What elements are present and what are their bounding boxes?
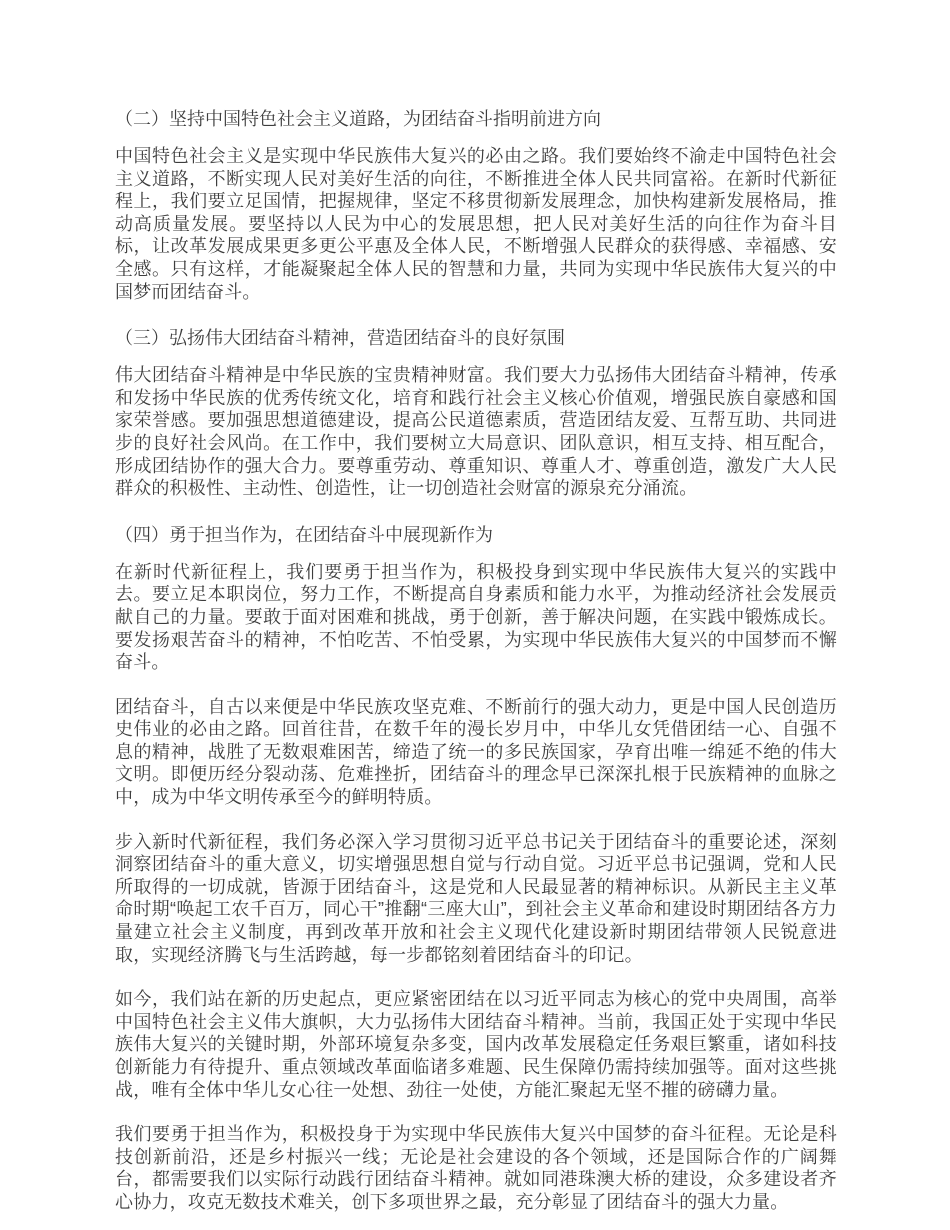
section-heading-3: （三）弘扬伟大团结奋斗精神，营造团结奋斗的良好氛围 — [115, 328, 565, 349]
body-paragraph: 如今，我们站在新的历史起点，更应紧密团结在以习近平同志为核心的党中央周围，高举中国特色社会主义伟大旗帜，大力弘扬伟大团结奋斗精神。当前，我国正处于实现中华民族伟大复兴的关键时期，外部环境复杂多变，国内改革发展稳定任务艰巨繁重，诸如科技创新能力有待提升、重点领域改革面临诸多难题、民生保障仍需持续加强等。面对这些挑战，唯有全体中华儿女心往一处想、劲往一处使，方能汇聚起无坚不摧的磅礴力量。 — [115, 989, 837, 1100]
body-paragraph: 团结奋斗，自古以来便是中华民族攻坚克难、不断前行的强大动力，更是中国人民创造历史伟业的必由之路。回首往昔，在数千年的漫长岁月中，中华儿女凭借团结一心、自强不息的精神，战胜了无数艰难困苦，缔造了统一的多民族国家，孕育出唯一绵延不绝的伟大文明。即便历经分裂动荡、危难挫折，团结奋斗的理念早已深深扎根于民族精神的血脉之中，成为中华文明传承至今的鲜明特质。 — [115, 696, 837, 808]
body-paragraph: 步入新时代新征程，我们务必深入学习贯彻习近平总书记关于团结奋斗的重要论述，深刻洞察团结奋斗的重大意义，切实增强思想自觉与行动自觉。习近平总书记强调，党和人民所取得的一切成就，皆源于团结奋斗，这是党和人民最显著的精神标识。从新民主主义革命时期“唤起工农千百万，同心干”推翻“三座大山”，到社会主义革命和建设时期团结各方力量建立社会主义制度，再到改革开放和社会主义现代化建设新时期团结带领人民锐意进取，实现经济腾飞与生活跨越，每一步都铭刻着团结奋斗的印记。 — [115, 831, 837, 965]
section-heading-4: （四）勇于担当作为，在团结奋斗中展现新作为 — [115, 524, 493, 545]
body-paragraph: 伟大团结奋斗精神是中华民族的宝贵精神财富。我们要大力弘扬伟大团结奋斗精神，传承和发扬中华民族的优秀传统文化，培育和践行社会主义核心价值观，增强民族自豪感和国家荣誉感。要加强思想道德建设，提高公民道德素质，营造团结友爱、互帮互助、共同进步的良好社会风尚。在工作中，我们要树立大局意识、团队意识，相互支持、相互配合，形成团结协作的强大合力。要尊重劳动、尊重知识、尊重人才、尊重创造，激发广大人民群众的积极性、主动性、创造性，让一切创造社会财富的源泉充分涌流。 — [115, 365, 837, 499]
body-paragraph: 在新时代新征程上，我们要勇于担当作为，积极投身到实现中华民族伟大复兴的实践中去。要立足本职岗位，努力工作，不断提高自身素质和能力水平，为推动经济社会发展贡献自己的力量。要敢于面对困难和挑战，勇于创新，善于解决问题，在实践中锻炼成长。要发扬艰苦奋斗的精神，不怕吃苦、不怕受累，为实现中华民族伟大复兴的中国梦而不懈奋斗。 — [115, 561, 837, 673]
body-paragraph: 中国特色社会主义是实现中华民族伟大复兴的必由之路。我们要始终不渝走中国特色社会主义道路，不断实现人民对美好生活的向往，不断推进全体人民共同富裕。在新时代新征程上，我们要立足国情，把握规律，坚定不移贯彻新发展理念，加快构建新发展格局，推动高质量发展。要坚持以人民为中心的发展思想，把人民对美好生活的向往作为奋斗目标，让改革发展成果更多更公平惠及全体人民，不断增强人民群众的获得感、幸福感、安全感。只有这样，才能凝聚起全体人民的智慧和力量，共同为实现中华民族伟大复兴的中国梦而团结奋斗。 — [115, 146, 837, 302]
body-paragraph: 我们要勇于担当作为，积极投身于为实现中华民族伟大复兴中国梦的奋斗征程。无论是科技创新前沿，还是乡村振兴一线；无论是社会建设的各个领域，还是国际合作的广阔舞台，都需要我们以实际行动践行团结奋斗精神。就如同港珠澳大桥的建设，众多建设者齐心协力，攻克无数技术难关，创下多项世界之最，充分彰显了团结奋斗的强大力量。 — [115, 1124, 837, 1212]
section-heading-2: （二）坚持中国特色社会主义道路，为团结奋斗指明前进方向 — [115, 109, 601, 129]
